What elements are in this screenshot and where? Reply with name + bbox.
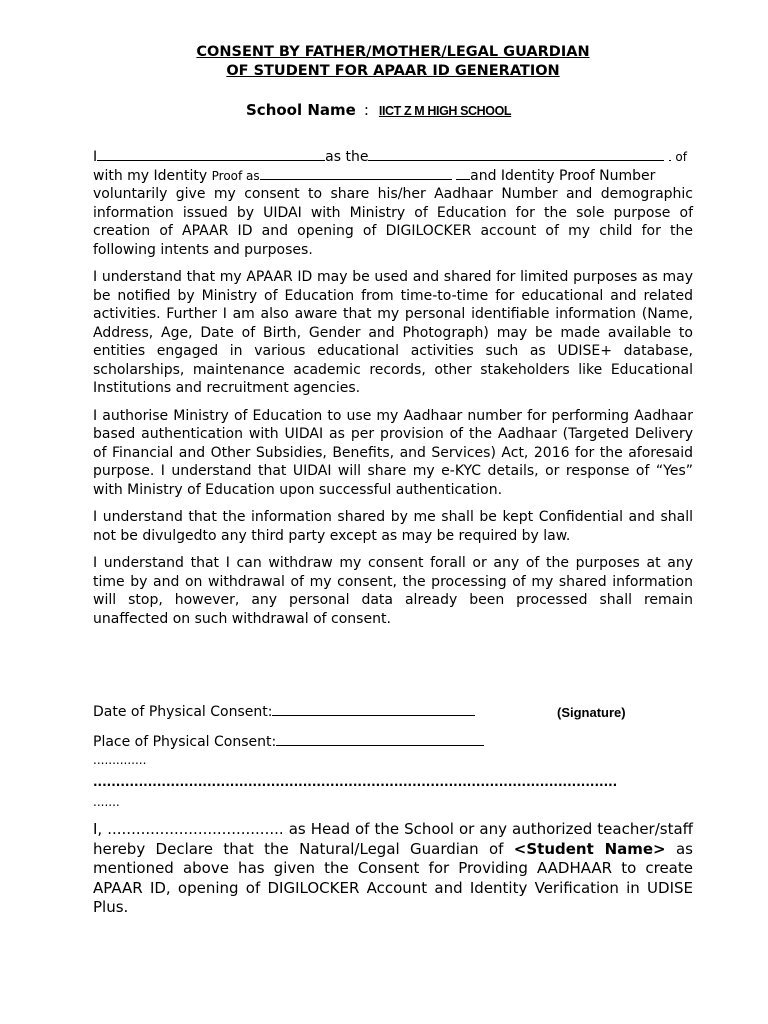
declaration-part-1: I, ..................................... as Head of the School or any authorized teacher/staff hereby Declare that the Natural/Legal Guardian of: [93, 820, 693, 858]
place-of-consent-label: Place of Physical Consent:: [93, 734, 277, 750]
p1-proof-number-text: and Identity Proof Number: [470, 167, 656, 184]
declaration-part-2: as mentioned above has given the Consent for Providing AADHAAR to create APAAR ID, opening of DIGILOCKER Account and Identity Verification in UDISE Plus.: [93, 839, 693, 916]
date-of-consent-label: Date of Physical Consent:: [93, 704, 273, 720]
p1-identity-text: with my Identity: [93, 167, 208, 184]
school-name-colon: :: [363, 101, 369, 119]
relationship-blank-tail: [669, 148, 671, 161]
student-name-placeholder: <Student Name>: [513, 839, 666, 858]
date-of-consent-row: [93, 703, 475, 721]
consent-body: [93, 148, 693, 637]
dotted-line-short: ..............: [93, 753, 147, 767]
consent-paragraph-4: I understand that the information shared by me shall be kept Confidential and shall not be divulgedto any third party except as may be required by law.: [93, 509, 693, 544]
form-title-line-1: CONSENT BY FATHER/MOTHER/LEGAL GUARDIAN: [196, 44, 590, 60]
consent-paragraph-1: [93, 148, 693, 259]
p1-of-text: of: [675, 150, 687, 164]
dotted-line-long: ...................................................................................................................: [93, 775, 618, 789]
consent-paragraph-5: I understand that I can withdraw my consent forall or any of the purposes at any time by and on withdrawal of my consent, the processing of my shared information will stop, however, any personal data already been processed shall remain unaffected on such withdrawal of consent.: [93, 555, 693, 627]
consent-paragraph-2: I understand that my APAAR ID may be used and shared for limited purposes as may be notified by Ministry of Education from time-to-time for educational and related activities. Further I am also aware that my personal identifiable information (Name, Address, Age, Date of Birth, Gender and Photograph) may be made available to entities engaged in various educational activities such as UDISE+ database, scholarships, maintenance academic records, other stakeholders like Educational Institutions and recruitment agencies.: [93, 269, 693, 396]
head-of-school-declaration: [93, 820, 693, 918]
signature-label: (Signature): [557, 705, 626, 720]
consent-paragraph-3: I authorise Ministry of Education to use my Aadhaar number for performing Aadhaar based authentication with UIDAI as per provision of the Aadhaar (Targeted Delivery of Financial and Other Subsidies, Benefits, and Services) Act, 2016 for the aforesaid purpose. I understand that UIDAI will share my e-KYC details, or response of “Yes” with Ministry of Education upon successful authentication.: [93, 407, 693, 498]
relationship-blank[interactable]: [368, 148, 664, 161]
p1-proof-as-text: Proof as: [211, 168, 260, 183]
guardian-name-blank[interactable]: [97, 148, 325, 161]
school-name-value: IICT Z M HIGH SCHOOL: [378, 104, 512, 118]
form-title-line-2: OF STUDENT FOR APAAR ID GENERATION: [226, 63, 560, 79]
p1-i-text: I: [93, 149, 98, 165]
identity-proof-blank[interactable]: [260, 167, 452, 180]
p1-as-the-text: as the: [325, 149, 369, 165]
identity-proof-blank-tail: [456, 167, 470, 180]
school-name-label: School Name: [246, 101, 356, 119]
date-of-consent-blank[interactable]: [272, 703, 475, 716]
dotted-line-end: .......: [93, 795, 120, 809]
place-of-consent-row: [93, 733, 484, 751]
school-name-row: [246, 101, 511, 121]
place-of-consent-blank[interactable]: [276, 733, 484, 746]
p1-rest-text: voluntarily give my consent to share his/her Aadhaar Number and demographic information issued by UIDAI with Ministry of Education for the sole purpose of creation of APAAR ID and opening of DIGILOCKER account of my child for the following intents and purposes.: [93, 186, 693, 258]
